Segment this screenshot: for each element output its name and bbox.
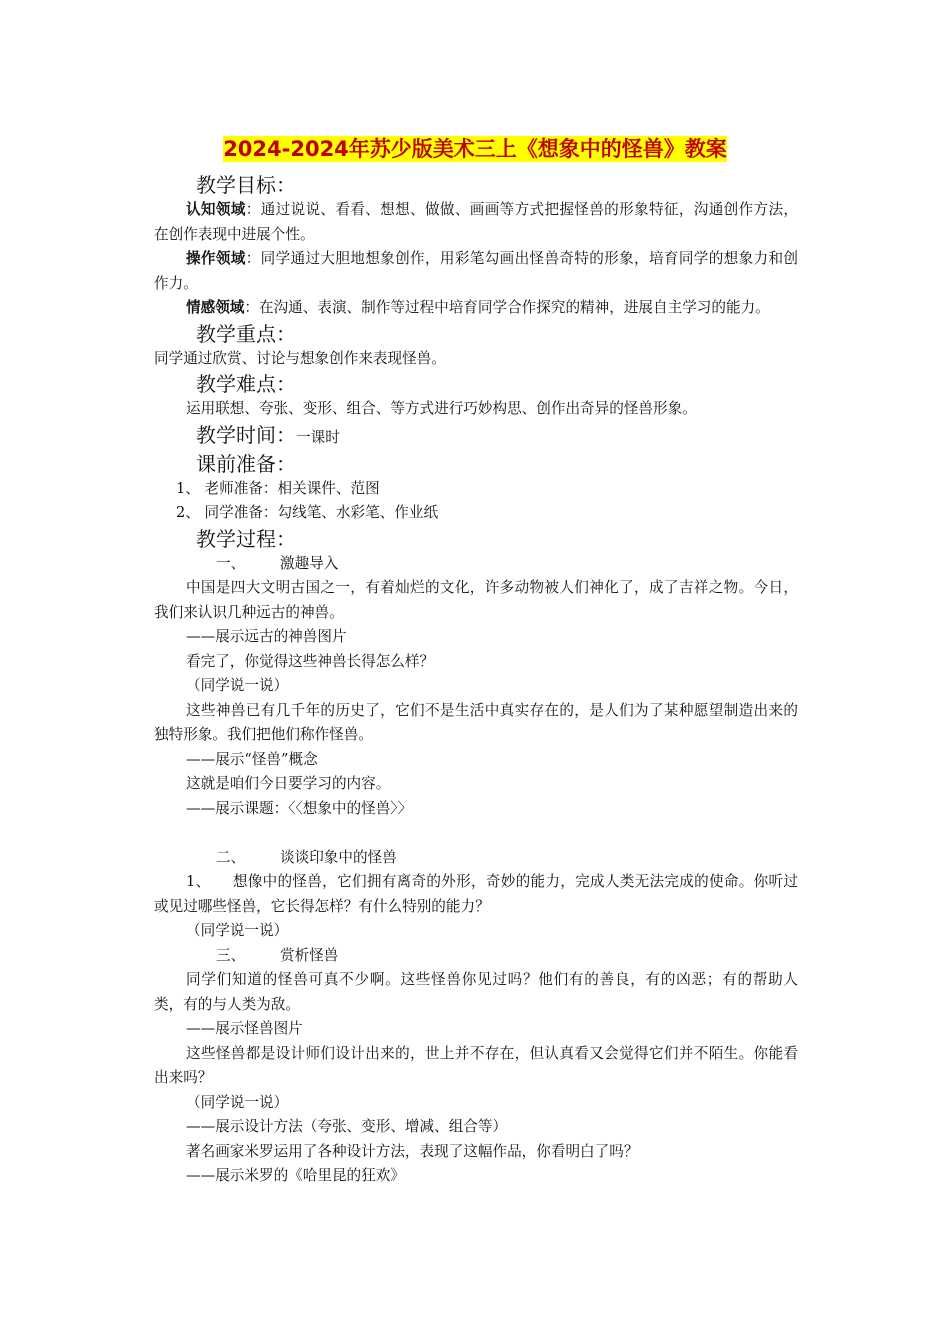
goal-text: ：在沟通、表演、制作等过程中培育同学合作探究的精神，进展自主学习的能力。 [244,299,770,316]
prep-text: 老师准备：相关课件、范图 [204,479,380,497]
time-value: 一课时 [296,428,340,446]
part2-item-text: 想像中的怪兽，它们拥有离奇的外形，奇妙的能力，完成人类无法完成的使命。你听过或见过哪些怪兽，它长得怎样？有什么特别的能力？ [154,873,798,915]
goal-emotion [154,296,798,321]
part1-title [154,552,798,577]
part2-num: 二、 [216,848,246,866]
prep-num: 2、 [176,504,200,521]
paragraph: ——展示设计方法（夸张、变形、增减、组合等） [186,1118,508,1135]
document-body [154,172,798,1189]
paragraph: ——展示课题：〈〈想象中的怪兽〉〉 [186,799,413,817]
time-heading [154,422,798,451]
part2-title [154,846,798,871]
blank-line [154,821,798,846]
paragraph: （同学说一说） [186,1093,289,1111]
paragraph: 这就是咱们今日要学习的内容。 [186,775,391,792]
part2-item-num: 1、 [186,873,204,890]
goal-text: ：同学通过大胆地想象创作，用彩笔勾画出怪兽奇特的形象，培育同学的想象力和创作力。 [154,250,798,292]
prep-text: 同学准备：勾线笔、水彩笔、作业纸 [204,504,439,521]
part2-item [154,870,798,919]
part3-title-text: 赏析怪兽 [280,946,339,964]
part1-num: 一、 [216,554,246,572]
paragraph: ——展示“怪兽”概念 [186,750,318,768]
goal-cognitive [154,198,798,247]
prep-item [154,477,798,502]
goal-label: 认知领域 [186,201,246,218]
paragraph: 这些神兽已有几千年的历史了，它们不是生活中真实存在的，是人们为了某种愿望制造出来的独特形象。我们把他们称作怪兽。 [154,701,798,743]
paragraph: ——展示远古的神兽图片 [186,628,347,645]
prep-item [154,501,798,526]
paragraph: 看完了，你觉得这些神兽长得怎么样？ [186,652,435,670]
key-text: 同学通过欣赏、讨论与想象创作来表现怪兽。 [154,349,446,367]
part3-title [154,944,798,969]
prep-num: 1、 [176,479,200,497]
goal-label: 操作领域 [186,250,246,267]
title-text: 2024-2024年苏少版美术三上《想象中的怪兽》教案 [223,137,727,161]
goal-operation [154,247,798,296]
paragraph: 中国是四大文明古国之一，有着灿烂的文化，许多动物被人们神化了，成了吉祥之物。今日，我们来认识几种远古的神兽。 [154,579,798,621]
prep-heading: 课前准备： [196,451,296,476]
time-label: 教学时间： [196,422,296,447]
paragraph: 同学们知道的怪兽可真不少啊。这些怪兽你见过吗？他们有的善良，有的凶恶；有的帮助人类，有的与人类为敌。 [154,971,798,1013]
paragraph: （同学说一说） [186,922,289,939]
paragraph: ——展示怪兽图片 [186,1020,303,1037]
part1-title-text: 激趣导入 [280,554,339,572]
paragraph: （同学说一说） [186,677,289,694]
paragraph: 这些怪兽都是设计师们设计出来的，世上并不存在，但认真看又会觉得它们并不陌生。你能看出来吗？ [154,1044,798,1086]
paragraph: ——展示米罗的《哈里昆的狂欢》 [186,1167,405,1184]
goals-heading: 教学目标： [196,173,296,197]
document-title [0,134,950,164]
difficulty-text: 运用联想、夸张、变形、组合、等方式进行巧妙构思、创作出奇异的怪兽形象。 [186,400,697,417]
part2-title-text: 谈谈印象中的怪兽 [280,848,397,866]
goal-label: 情感领域 [186,299,245,316]
goal-text: ：通过说说、看看、想想、做做、画画等方式把握怪兽的形象特征，沟通创作方法，在创作表现中进展个性。 [154,201,798,243]
paragraph: 著名画家米罗运用了各种设计方法，表现了这幅作品，你看明白了吗？ [186,1142,639,1160]
difficulty-heading: 教学难点： [196,372,296,396]
key-heading: 教学重点： [196,321,296,346]
part3-num: 三、 [216,946,246,964]
process-heading: 教学过程： [196,526,296,551]
